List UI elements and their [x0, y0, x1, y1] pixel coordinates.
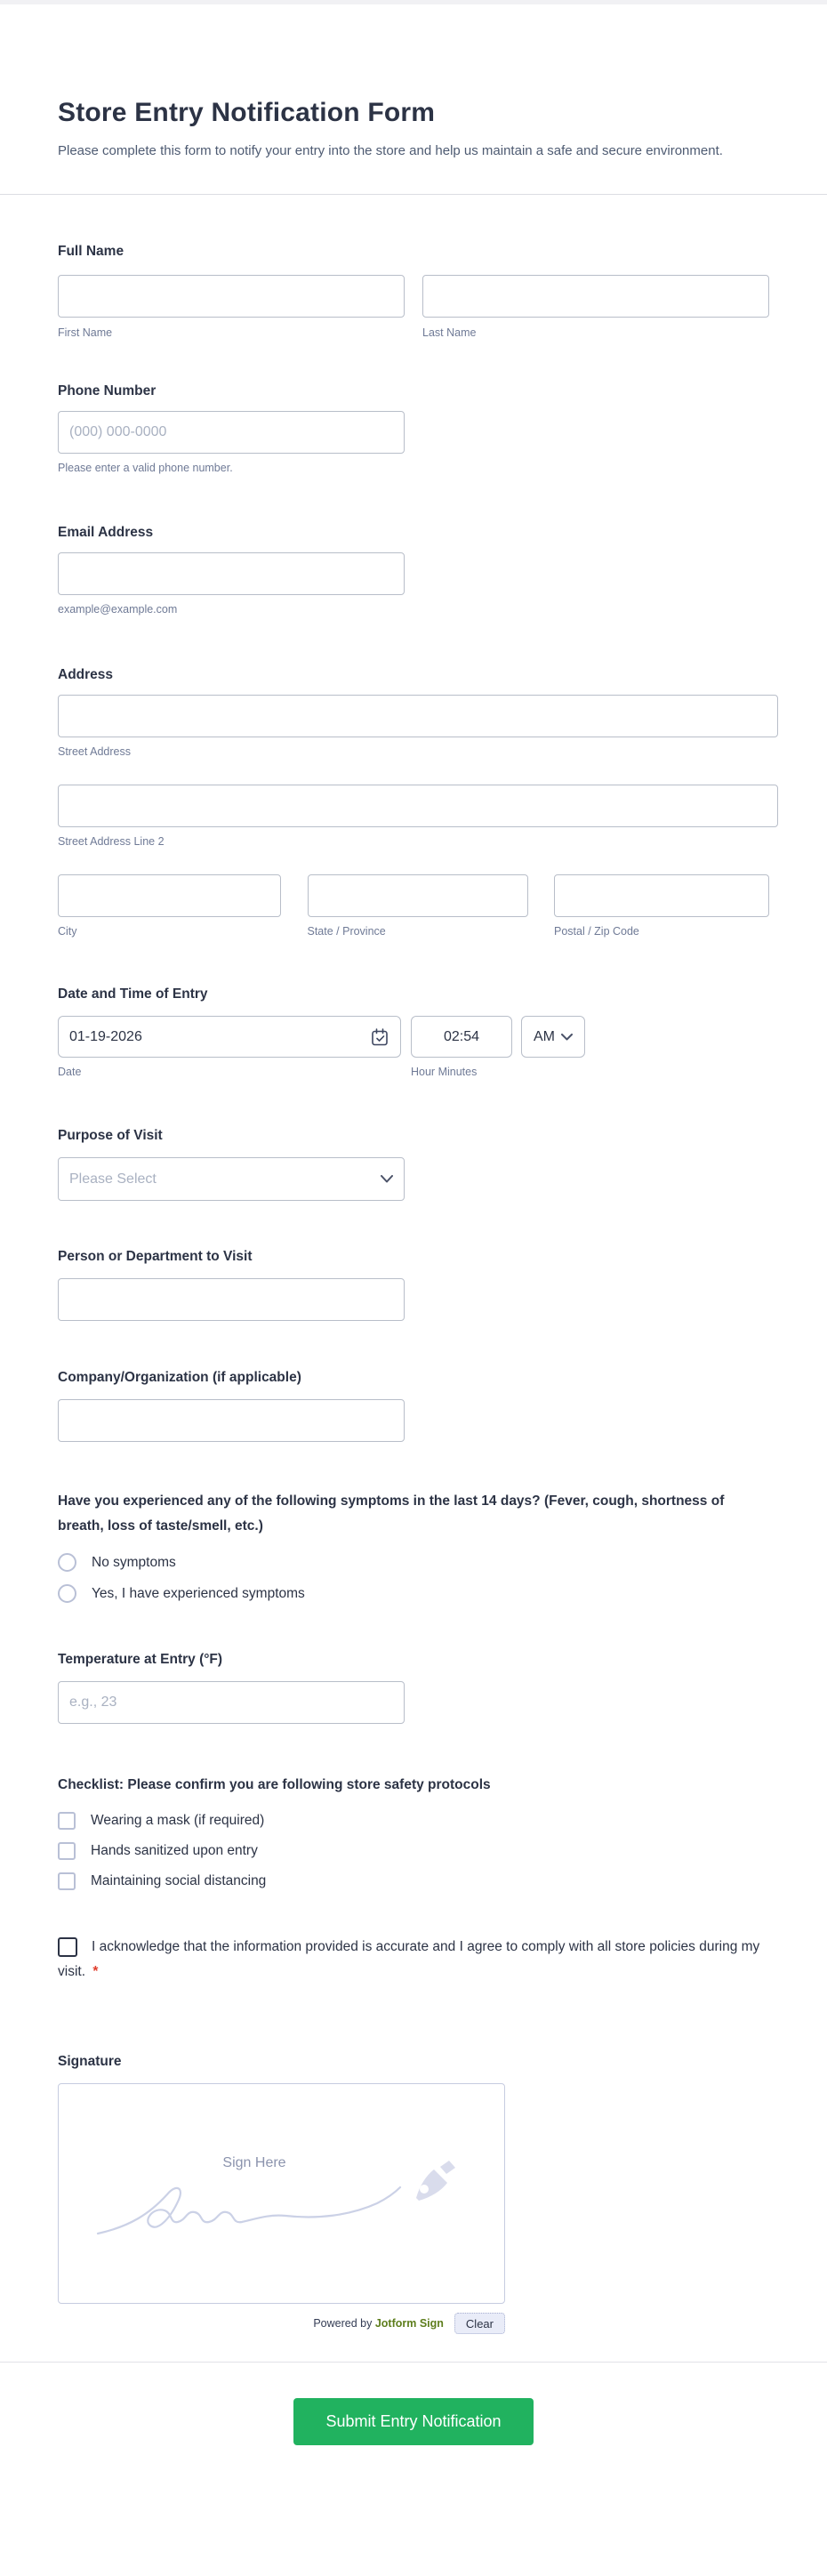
checkbox-distancing-label: Maintaining social distancing [91, 1873, 267, 1888]
calendar-icon[interactable] [370, 1027, 389, 1047]
checkbox-sanitized[interactable] [58, 1842, 76, 1860]
datetime-label: Date and Time of Entry [58, 986, 208, 1002]
first-name-sublabel: First Name [58, 326, 113, 339]
temperature-input[interactable] [58, 1681, 405, 1724]
acknowledgement-text: I acknowledge that the information provided is accurate and I agree to comply with all store policies during my visit. [58, 1939, 760, 1979]
symptoms-option-row [58, 1584, 769, 1603]
date-field[interactable] [58, 1016, 401, 1058]
submit-button[interactable]: Submit Entry Notification [293, 2398, 534, 2445]
radio-no-symptoms[interactable] [58, 1553, 76, 1572]
checkbox-mask-label: Wearing a mask (if required) [91, 1813, 265, 1828]
symptoms-question-label: Have you experienced any of the following symptoms in the last 14 days? (Fever, cough, shortness of breath, loss of taste/smell, etc.) [58, 1493, 725, 1534]
radio-yes-symptoms-label: Yes, I have experienced symptoms [92, 1585, 305, 1601]
chevron-down-icon [561, 1034, 573, 1041]
street-address-input[interactable] [58, 695, 778, 737]
date-input[interactable] [69, 1029, 370, 1045]
page-title: Store Entry Notification Form [58, 98, 436, 127]
street-address2-input[interactable] [58, 785, 778, 827]
phone-hint: Please enter a valid phone number. [58, 462, 233, 474]
chevron-down-icon [381, 1175, 393, 1183]
person-label: Person or Department to Visit [58, 1249, 253, 1264]
ampm-value: AM [534, 1028, 555, 1044]
pen-nib-icon [411, 2159, 457, 2203]
time-input[interactable] [411, 1016, 512, 1058]
signature-squiggle [94, 2171, 414, 2247]
symptoms-option-row [58, 1553, 769, 1572]
signature-placeholder [94, 2155, 468, 2262]
datetime-inputs [58, 1016, 769, 1058]
street-address-sublabel: Street Address [58, 745, 131, 758]
email-input[interactable] [58, 552, 405, 595]
powered-by-text [313, 2317, 444, 2330]
page-subtitle: Please complete this form to notify your entry into the store and help us maintain a safe and secure environment. [58, 143, 723, 158]
acknowledgement-checkbox[interactable] [58, 1937, 77, 1957]
powered-by-prefix: Powered by [313, 2317, 373, 2330]
submit-section [0, 2363, 827, 2494]
purpose-select[interactable] [58, 1157, 405, 1201]
company-label: Company/Organization (if applicable) [58, 1370, 301, 1385]
checkbox-mask[interactable] [58, 1812, 76, 1830]
purpose-placeholder: Please Select [69, 1171, 157, 1187]
signature-footer [58, 2313, 505, 2334]
signature-label: Signature [58, 2054, 122, 2069]
city-sublabel: City [58, 925, 77, 938]
address-label: Address [58, 667, 114, 682]
form-body [0, 244, 827, 2363]
phone-input[interactable] [58, 411, 405, 454]
first-name-input[interactable] [58, 275, 405, 318]
full-name-label: Full Name [58, 244, 124, 259]
full-name-inputs [58, 275, 769, 318]
time-sublabel: Hour Minutes [411, 1066, 478, 1078]
purpose-label: Purpose of Visit [58, 1128, 163, 1143]
city-input[interactable] [58, 874, 281, 917]
checklist-option-row [58, 1842, 769, 1860]
signature-pad[interactable] [58, 2083, 505, 2304]
email-label: Email Address [58, 525, 154, 540]
checklist-option-row [58, 1812, 769, 1830]
person-input[interactable] [58, 1278, 405, 1321]
postal-sublabel: Postal / Zip Code [554, 925, 639, 938]
state-sublabel: State / Province [307, 925, 386, 938]
street-address2-sublabel: Street Address Line 2 [58, 835, 165, 848]
address-city-sublabels [58, 925, 769, 938]
checkbox-sanitized-label: Hands sanitized upon entry [91, 1843, 258, 1858]
address-city-row [58, 874, 769, 917]
radio-no-symptoms-label: No symptoms [92, 1554, 176, 1570]
acknowledgement-block [58, 1935, 769, 1984]
last-name-sublabel: Last Name [422, 326, 477, 339]
sign-here-text: Sign Here [222, 2155, 286, 2170]
jotform-sign-brand: Jotform Sign [374, 2317, 444, 2330]
full-name-sublabels [58, 326, 769, 339]
temperature-label: Temperature at Entry (°F) [58, 1652, 223, 1667]
last-name-input[interactable] [422, 275, 769, 318]
postal-input[interactable] [554, 874, 769, 917]
company-input[interactable] [58, 1399, 405, 1442]
phone-label: Phone Number [58, 383, 157, 398]
checkbox-distancing[interactable] [58, 1872, 76, 1890]
state-input[interactable] [308, 874, 528, 917]
email-hint: example@example.com [58, 603, 178, 616]
signature-clear-button[interactable]: Clear [454, 2313, 505, 2334]
ampm-select[interactable] [521, 1016, 585, 1058]
datetime-sublabels [58, 1066, 769, 1078]
date-sublabel: Date [58, 1066, 82, 1078]
checklist-option-row [58, 1872, 769, 1890]
required-asterisk: * [92, 1964, 99, 1979]
form-header [0, 4, 827, 195]
radio-yes-symptoms[interactable] [58, 1584, 76, 1603]
checklist-label: Checklist: Please confirm you are following store safety protocols [58, 1777, 491, 1792]
